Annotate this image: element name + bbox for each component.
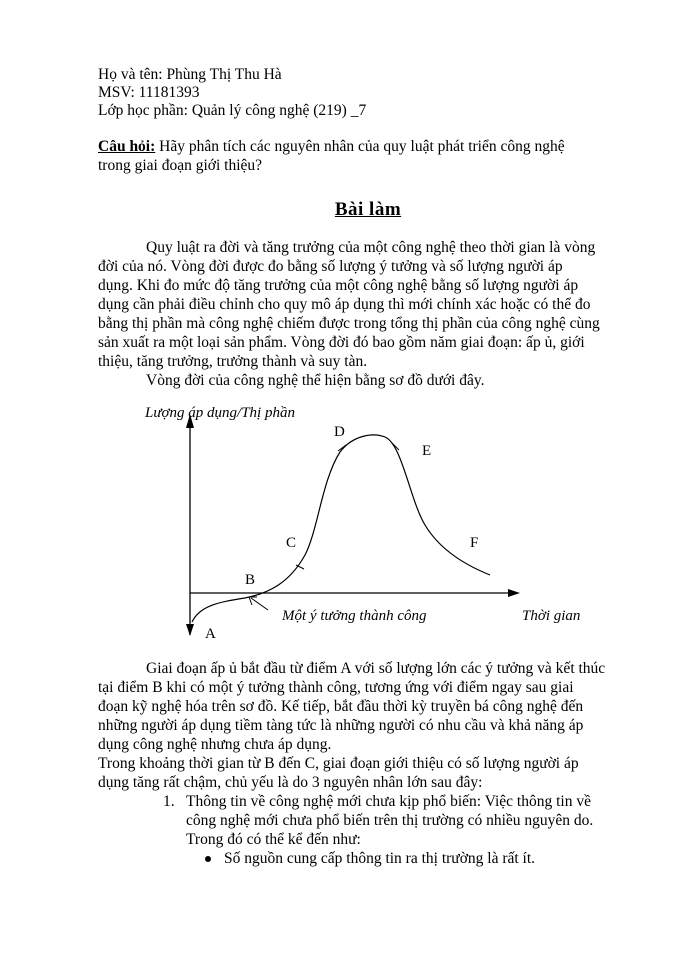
point-b-label: B <box>245 572 256 588</box>
class-name: Lớp học phần: Quản lý công nghệ (219) _7 <box>98 102 367 119</box>
point-f-label: F <box>470 535 479 551</box>
student-id: MSV: 11181393 <box>98 84 200 101</box>
question-text-1: Hãy phân tích các nguyên nhân của quy luật phát triển công nghệ <box>159 138 565 155</box>
list-item-1-line-2: công nghệ mới chưa phổ biến trên thị trường có nhiều nguyên do. <box>186 812 594 829</box>
para4-line-2: dụng tăng rất chậm, chủ yếu là do 3 nguyên nhân lớn sau đây: <box>98 774 483 791</box>
para1-line-6: sản xuất ra một loại sản phẩm. Vòng đời đó bao gồm năm giai đoạn: ấp ủ, giới <box>98 334 585 351</box>
para1-line-4: dụng cần phải điều chỉnh cho quy mô áp dụng thì mới chính xác hoặc có thể đo <box>98 296 591 313</box>
x-axis-label: Thời gian <box>522 608 581 624</box>
para1-line-7: thiệu, tăng trưởng, trưởng thành và suy tàn. <box>98 353 368 370</box>
bullet-item-1: Số nguồn cung cấp thông tin ra thị trường là rất ít. <box>224 850 536 867</box>
list-item-1-number: 1. <box>163 793 175 810</box>
list-item-1-line-1: Thông tin về công nghệ mới chưa kịp phổ biến: Việc thông tin về <box>186 793 591 810</box>
para4-line-1: Trong khoảng thời gian từ B đến C, giai đoạn giới thiệu có số lượng người áp <box>98 755 579 772</box>
para3-line-3: đoạn kỹ nghệ hóa trên sơ đồ. Kế tiếp, bắt đầu thời kỳ truyền bá công nghệ đến <box>98 698 584 715</box>
question-label: Câu hỏi: <box>98 138 156 155</box>
point-c-label: C <box>286 535 297 551</box>
para3-line-5: dụng công nghệ nhưng chưa áp dụng. <box>98 736 332 753</box>
student-name: Họ và tên: Phùng Thị Thu Hà <box>98 66 282 83</box>
para1-line-1: Quy luật ra đời và tăng trưởng của một công nghệ theo thời gian là vòng <box>146 239 596 256</box>
point-e-label: E <box>422 443 432 459</box>
para3-line-1: Giai đoạn ấp ủ bắt đầu từ điểm A với số lượng lớn các ý tưởng và kết thúc <box>146 660 606 677</box>
lifecycle-curve <box>192 435 490 622</box>
para3-line-2: tại điểm B khi có một ý tưởng thành công, tương ứng với điểm ngay sau giai <box>98 679 574 696</box>
x-axis-arrow <box>508 589 520 597</box>
pointer-line <box>251 598 268 610</box>
page-title: Bài làm <box>334 199 402 220</box>
question-line-2: trong giai đoạn giới thiệu? <box>98 157 263 174</box>
para1-line-2: đời của nó. Vòng đời được đo bằng số lượng ý tưởng và số lượng người áp <box>98 258 563 275</box>
para3-line-4: những người áp dụng tiềm tàng tức là những người có nhu cầu và khả năng áp <box>98 717 584 734</box>
bullet-dot-icon <box>205 856 211 862</box>
list-item-1-line-3: Trong đó có thể kể đến như: <box>186 831 361 848</box>
para1-line-3: dụng. Khi đo mức độ tăng trưởng của một công nghệ bằng số lượng người áp <box>98 277 579 294</box>
y-axis-down-arrow <box>186 624 194 636</box>
para2: Vòng đời của công nghệ thể hiện bằng sơ đồ dưới đây. <box>146 372 485 389</box>
point-a-label: A <box>205 626 216 642</box>
success-idea-label: Một ý tưởng thành công <box>282 608 427 624</box>
para1-line-5: bằng thị phần mà công nghệ chiếm được trong tổng thị phần của công nghệ cùng <box>98 315 600 332</box>
point-d-label: D <box>334 424 345 440</box>
y-axis-label: Lượng áp dụng/Thị phần <box>145 405 295 421</box>
